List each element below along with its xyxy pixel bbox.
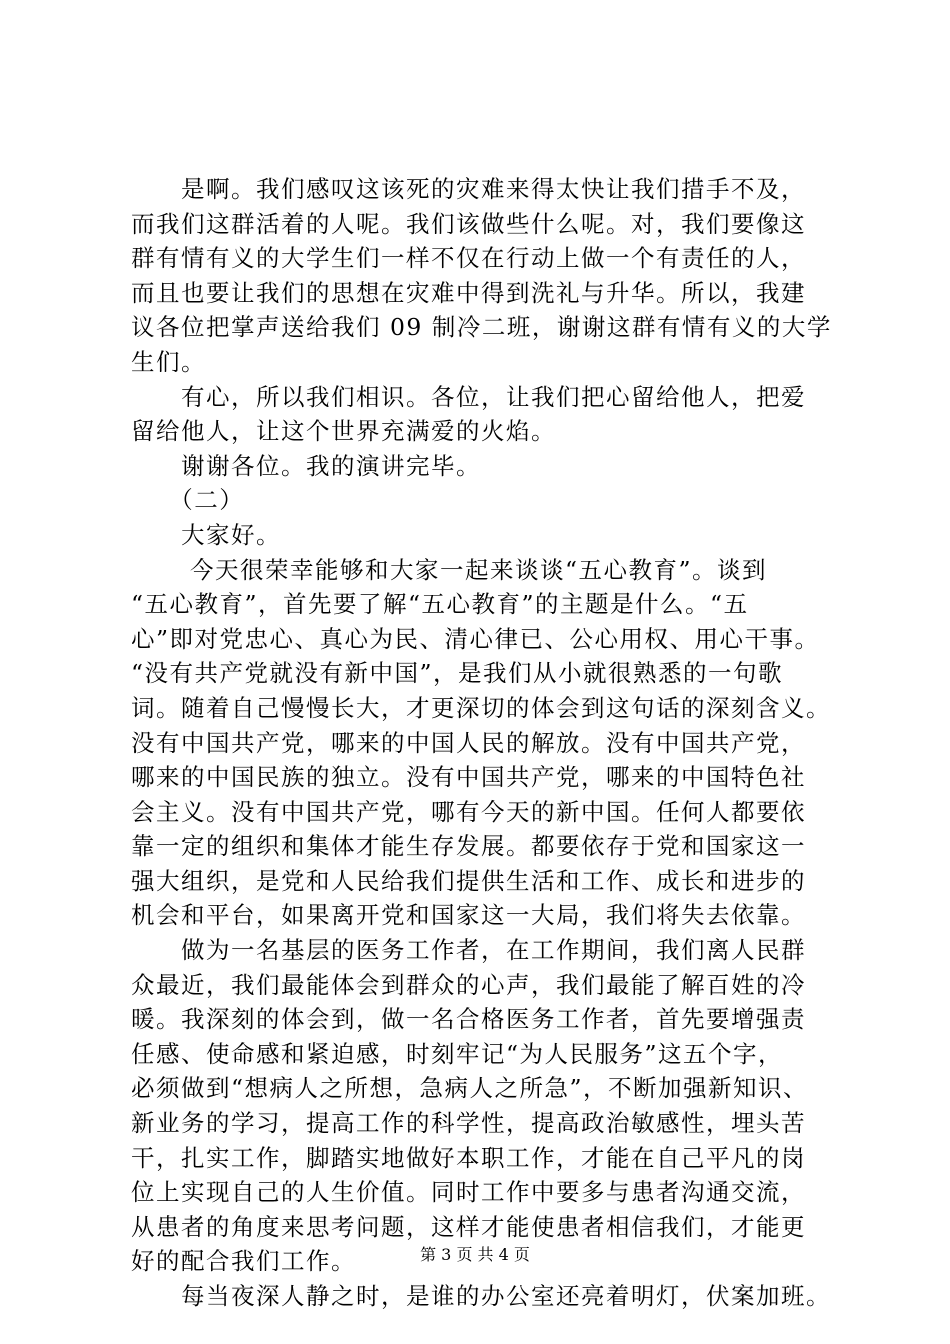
text-line: 众最近，我们最能体会到群众的心声，我们最能了解百姓的冷 bbox=[131, 970, 806, 999]
text-line: 群有情有义的大学生们一样不仅在行动上做一个有责任的人， bbox=[131, 244, 806, 273]
text-line: 词。随着自己慢慢长大，才更深切的体会到这句话的深刻含义。 bbox=[131, 693, 831, 722]
text-line: 必须做到“想病人之所想，急病人之所急”，不断加强新知识、 bbox=[131, 1074, 809, 1103]
page-footer bbox=[0, 1245, 950, 1265]
text-line: 新业务的学习，提高工作的科学性，提高政治敏感性，埋头苦 bbox=[131, 1109, 806, 1138]
text-line: 位上实现自己的人生价值。同时工作中要多与患者沟通交流， bbox=[131, 1178, 806, 1207]
text-line: 是啊。我们感叹这该死的灾难来得太快让我们措手不及， bbox=[131, 175, 806, 203]
text-line: 谢谢各位。我的演讲完毕。 bbox=[131, 451, 481, 480]
text-line: 没有中国共产党，哪来的中国人民的解放。没有中国共产党， bbox=[131, 728, 806, 757]
text-line: 哪来的中国民族的独立。没有中国共产党，哪来的中国特色社 bbox=[131, 763, 806, 792]
text-line: “五心教育”，首先要了解“五心教育”的主题是什么。“五 bbox=[131, 590, 749, 619]
text-line: 机会和平台，如果离开党和国家这一大局，我们将失去依靠。 bbox=[131, 901, 806, 930]
text-line: 会主义。没有中国共产党，哪有今天的新中国。任何人都要依 bbox=[131, 797, 806, 826]
text-line: 而我们这群活着的人呢。我们该做些什么呢。对，我们要像这 bbox=[131, 209, 806, 238]
text-line: 而且也要让我们的思想在灾难中得到洗礼与升华。所以，我建 bbox=[131, 278, 806, 307]
text-line: 有心，所以我们相识。各位，让我们把心留给他人，把爱 bbox=[131, 382, 806, 411]
text-line: 生们。 bbox=[131, 347, 206, 376]
text-line: 留给他人，让这个世界充满爱的火焰。 bbox=[131, 417, 556, 446]
body-text bbox=[131, 172, 851, 1314]
text-line: 任感、使命感和紧迫感，时刻牢记“为人民服务”这五个字， bbox=[131, 1039, 784, 1068]
section-heading: （二） bbox=[131, 486, 245, 515]
text-line: 好的配合我们工作。 bbox=[131, 1247, 356, 1276]
text-line: 议各位把掌声送给我们 09 制冷二班，谢谢这群有情有义的大学 bbox=[131, 313, 832, 342]
text-line: 心”即对党忠心、真心为民、清心律已、公心用权、用心干事。 bbox=[131, 624, 820, 653]
text-line: 今天很荣幸能够和大家一起来谈谈“五心教育”。谈到 bbox=[131, 555, 767, 584]
text-line: 干，扎实工作，脚踏实地做好本职工作，才能在自己平凡的岗 bbox=[131, 1143, 806, 1172]
text-line: 每当夜深人静之时，是谁的办公室还亮着明灯，伏案加班。 bbox=[131, 1282, 831, 1310]
text-line: 做为一名基层的医务工作者，在工作期间，我们离人民群 bbox=[131, 936, 806, 965]
text-line: 强大组织，是党和人民给我们提供生活和工作、成长和进步的 bbox=[131, 866, 806, 895]
text-line: 从患者的角度来思考问题，这样才能使患者相信我们，才能更 bbox=[131, 1212, 806, 1241]
text-line: 暖。我深刻的体会到，做一名合格医务工作者，首先要增强责 bbox=[131, 1005, 806, 1034]
text-line: 大家好。 bbox=[131, 520, 281, 549]
page-number: 第 3 页 共 4 页 bbox=[420, 1245, 530, 1264]
text-line: 靠一定的组织和集体才能生存发展。都要依存于党和国家这一 bbox=[131, 832, 806, 861]
text-line: “没有共产党就没有新中国”，是我们从小就很熟悉的一句歌 bbox=[131, 659, 784, 688]
